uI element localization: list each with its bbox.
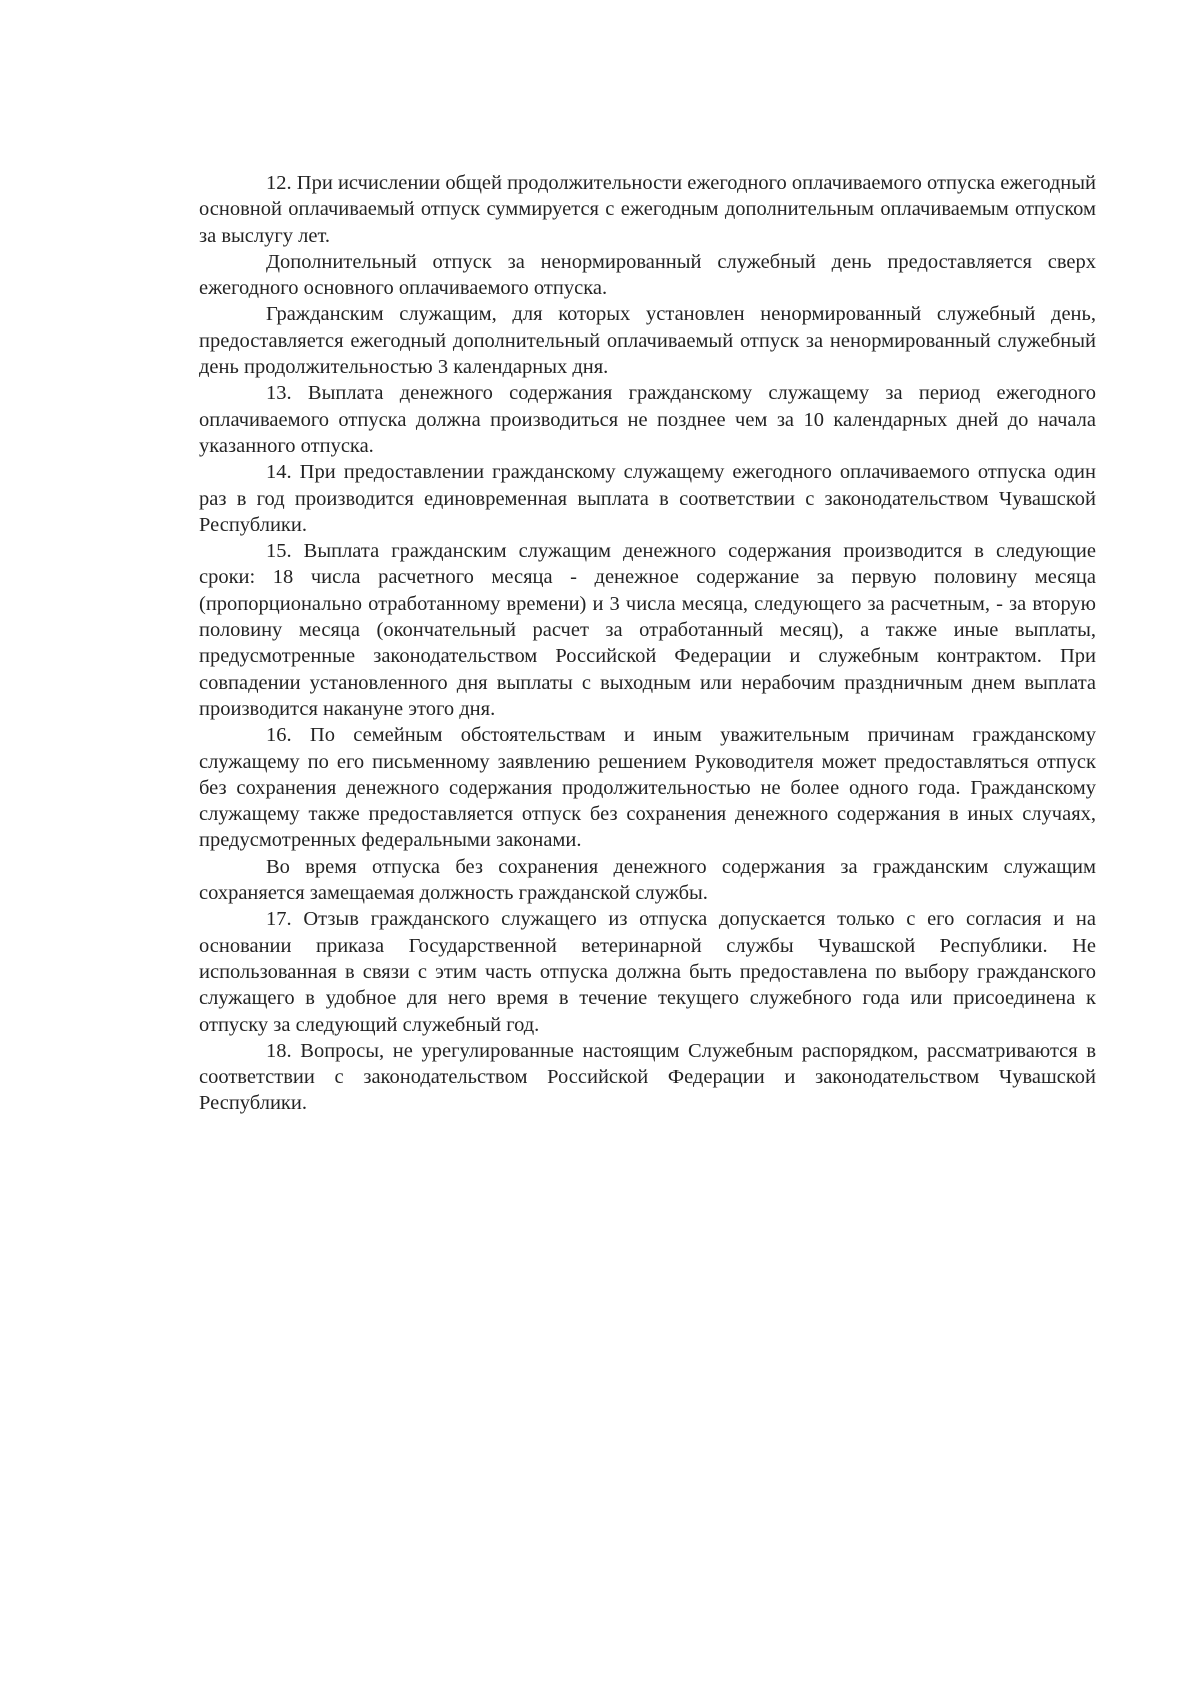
- paragraph-14-lump-sum: 14. При предоставлении гражданскому служащему ежегодного оплачиваемого отпуска один раз в год производится единовременная выплата в соответствии с законодательством Чувашской Республики.: [199, 461, 1096, 536]
- paragraph-15-payment-schedule: 15. Выплата гражданским служащим денежного содержания производится в следующие сроки: 18 числа расчетного месяца - денежное содержание за первую половину месяца (пропорционально отработанному времени) и 3 числа месяца, следующего за расчетным, - за вторую половину месяца (окончательный расчет за отработанный месяц), а также иные выплаты, предусмотренные законодательством Российской Федерации и служебным контрактом. При совпадении установленного дня выплаты с выходным или нерабочим праздничным днем выплата производится накануне этого дня.: [199, 540, 1096, 720]
- paragraph-16-unpaid-leave: 16. По семейным обстоятельствам и иным уважительным причинам гражданскому служащему по его письменному заявлению решением Руководителя может предоставляться отпуск без сохранения денежного содержания продолжительностью не более одного года. Гражданскому служащему также предоставляется отпуск без сохранения денежного содержания в иных случаях, предусмотренных федеральными законами.: [199, 724, 1096, 852]
- paragraph-12-summation: 12. При исчислении общей продолжительности ежегодного оплачиваемого отпуска ежегодный основной оплачиваемый отпуск суммируется с ежегодным дополнительным оплачиваемым отпуском за выслугу лет.: [199, 172, 1096, 247]
- paragraph-17-recall: 17. Отзыв гражданского служащего из отпуска допускается только с его согласия и на основании приказа Государственной ветеринарной службы Чувашской Республики. Не использованная в связи с этим часть отпуска должна быть предоставлена по выбору гражданского служащего в удобное для него время в течение текущего служебного года или присоединена к отпуску за следующий служебный год.: [199, 908, 1096, 1036]
- paragraph-additional-leave: Дополнительный отпуск за ненормированный служебный день предоставляется сверх ежегодного основного оплачиваемого отпуска.: [199, 250, 1096, 300]
- paragraph-position-retained: Во время отпуска без сохранения денежного содержания за гражданским служащим сохраняется замещаемая должность гражданской службы.: [199, 855, 1096, 905]
- paragraph-13-payment-timing: 13. Выплата денежного содержания гражданскому служащему за период ежегодного оплачиваемого отпуска должна производиться не позднее чем за 10 календарных дней до начала указанного отпуска.: [199, 382, 1096, 457]
- document-body: [199, 170, 1096, 1117]
- paragraph-18-other-questions: 18. Вопросы, не урегулированные настоящим Служебным распорядком, рассматриваются в соответствии с законодательством Российской Федерации и законодательством Чувашской Республики.: [199, 1039, 1096, 1115]
- paragraph-irregular-day-leave: Гражданским служащим, для которых установлен ненормированный служебный день, предоставляется ежегодный дополнительный оплачиваемый отпуск за ненормированный служебный день продолжительностью 3 календарных дня.: [199, 303, 1096, 379]
